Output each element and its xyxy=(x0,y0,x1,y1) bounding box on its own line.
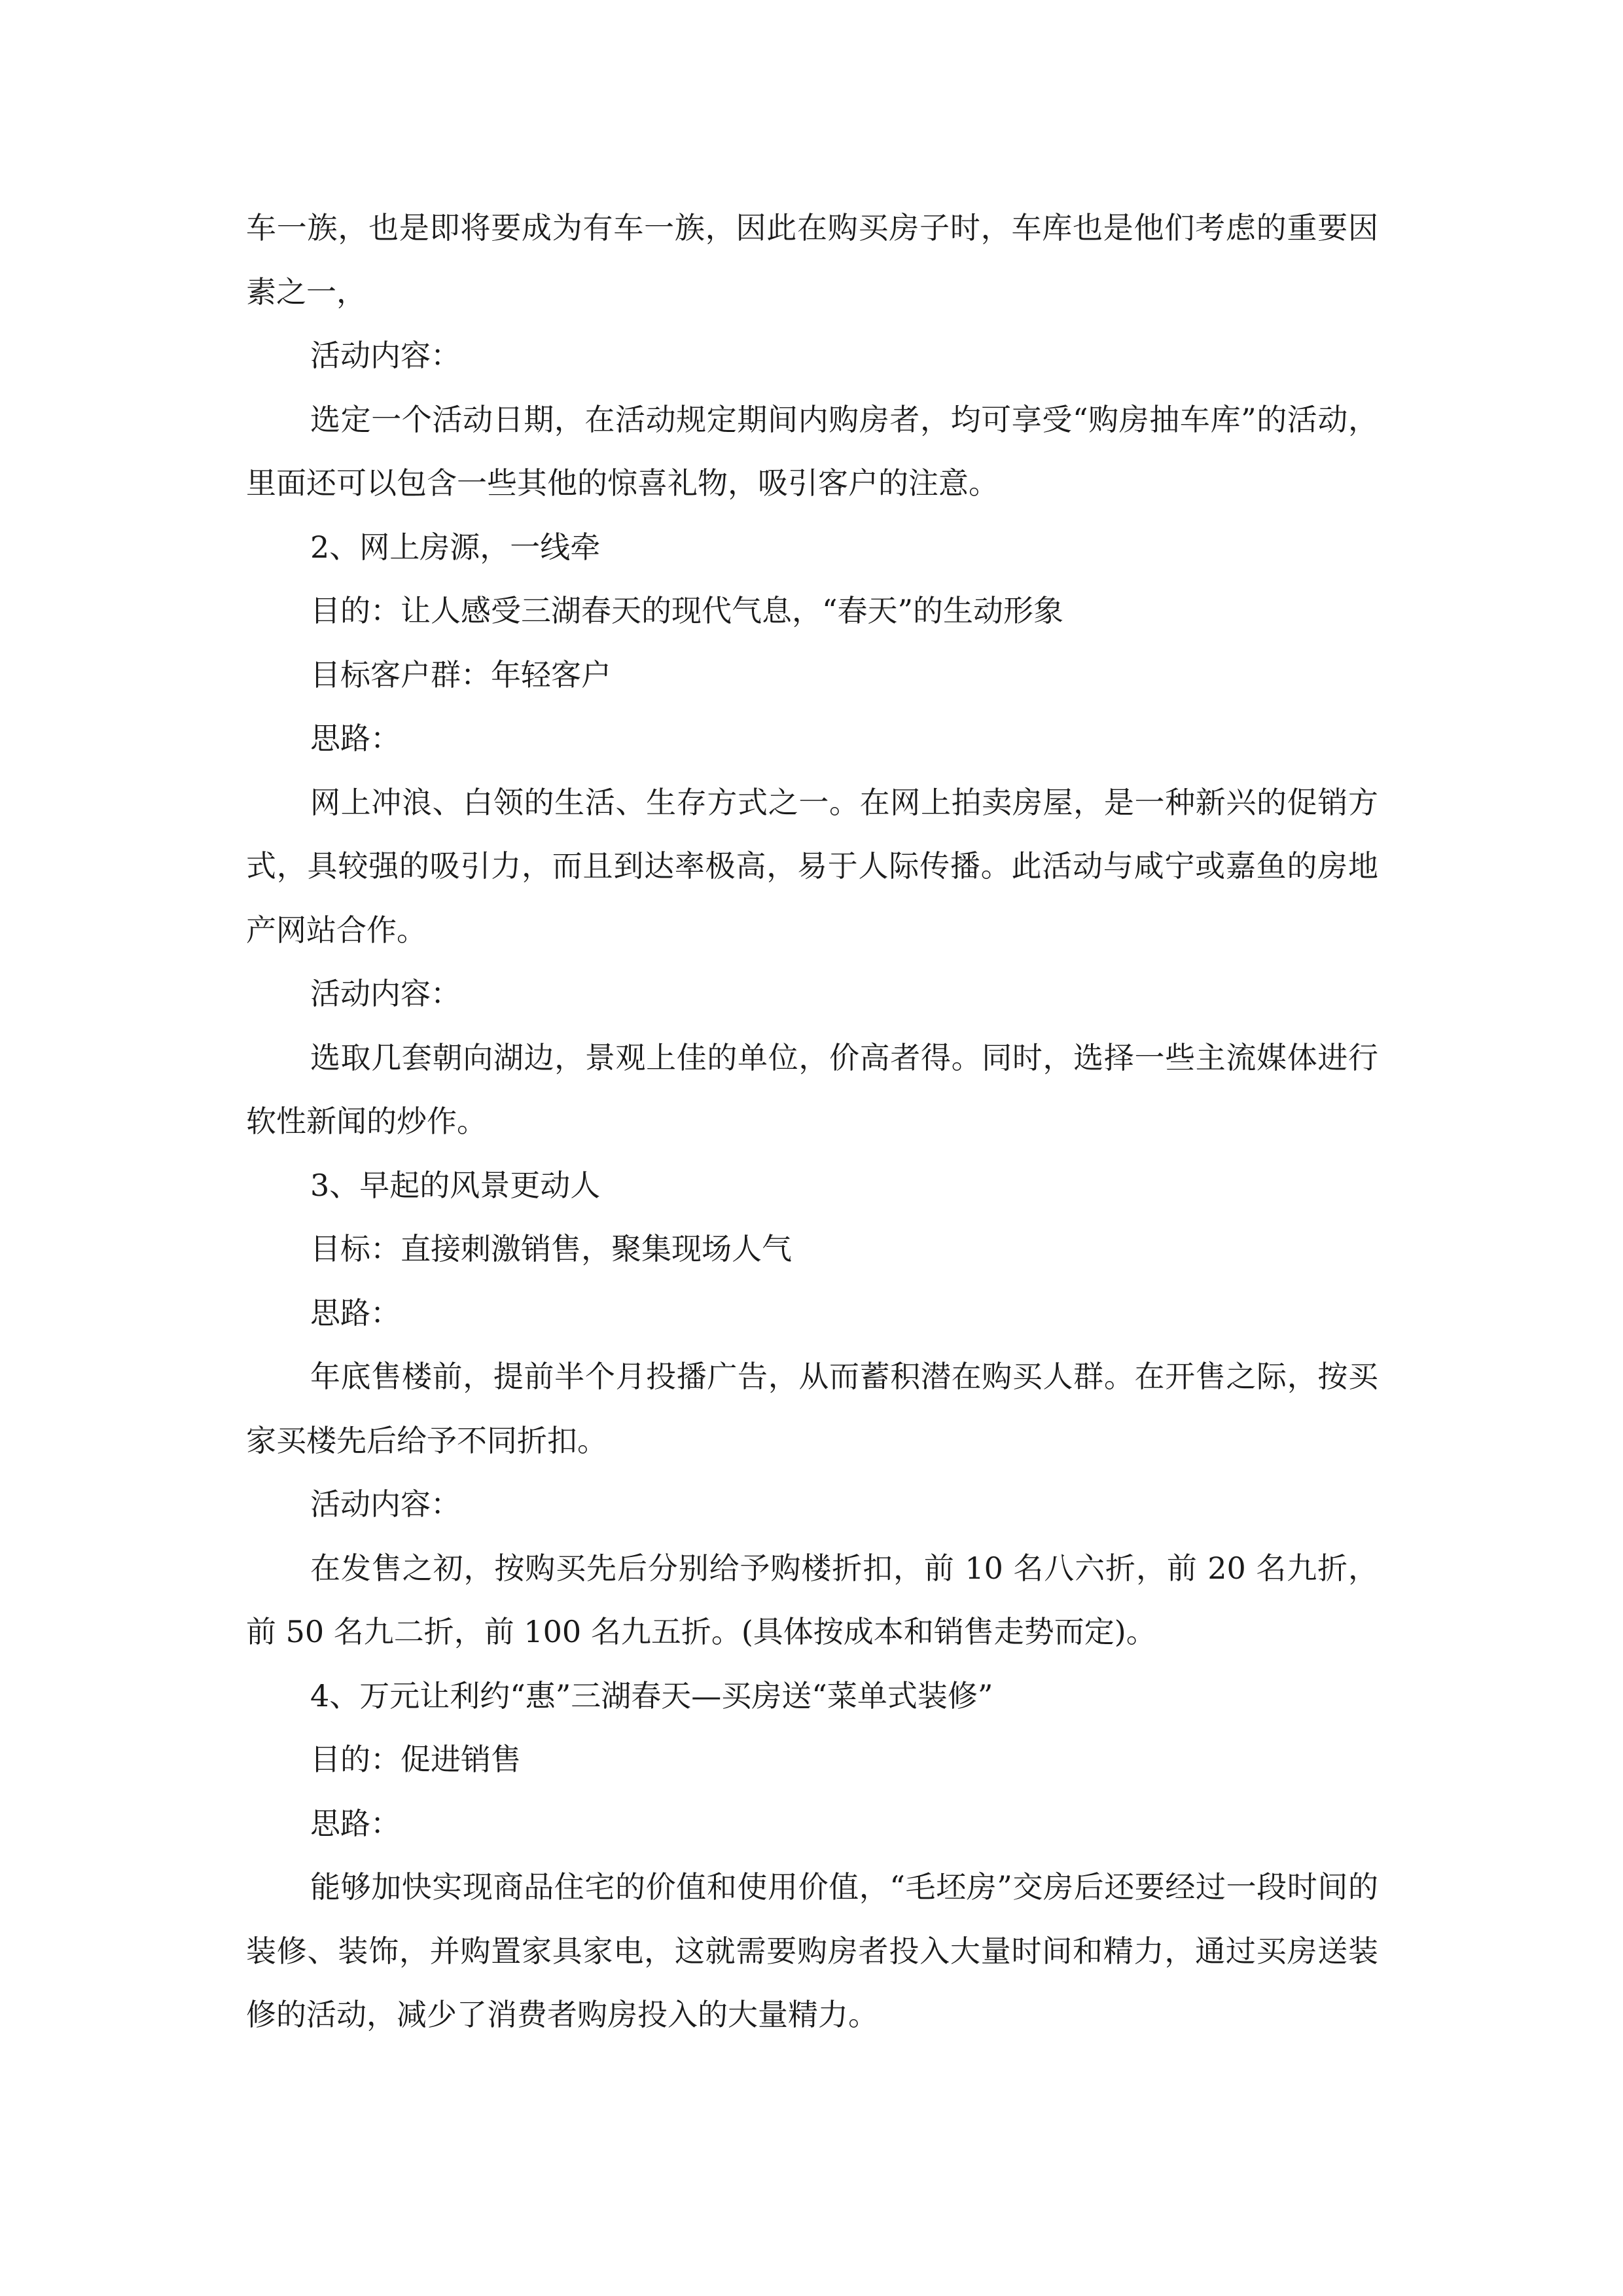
section-heading-3: 3、早起的风景更动人 xyxy=(310,1167,601,1203)
section-label-approach: 思路： xyxy=(310,721,401,756)
paragraph: 车一族，也是即将要成为有车一族，因此在购买房子时，车库也是他们考虑的重要因素之一， xyxy=(246,210,1378,310)
section-heading-4: 4、万元让利约“惠”三湖春天—买房送“菜单式装修” xyxy=(310,1677,993,1713)
section-label-target-customers: 目标客户群：年轻客户 xyxy=(310,656,611,692)
section-label-activity-content: 活动内容： xyxy=(310,338,461,373)
paragraph: 年底售楼前，提前半个月投播广告，从而蓄积潜在购买人群。在开售之际，按买家买楼先后给予不同折扣。 xyxy=(246,1359,1378,1458)
paragraph: 网上冲浪、白领的生活、生存方式之一。在网上拍卖房屋，是一种新兴的促销方式，具较强的吸引力，而且到达率极高，易于人际传播。此活动与咸宁或嘉鱼的房地产网站合作。 xyxy=(246,784,1378,948)
paragraph: 选取几套朝向湖边，景观上佳的单位，价高者得。同时，选择一些主流媒体进行软性新闻的炒作。 xyxy=(246,1039,1378,1139)
section-label-approach: 思路： xyxy=(310,1295,401,1331)
section-label-purpose: 目的：促进销售 xyxy=(310,1742,521,1777)
paragraph: 选定一个活动日期，在活动规定期间内购房者，均可享受“购房抽车库”的活动，里面还可以包含一些其他的惊喜礼物，吸引客户的注意。 xyxy=(246,401,1378,501)
document-body xyxy=(246,196,1378,2047)
section-label-activity-content: 活动内容： xyxy=(310,1486,461,1522)
section-heading-2: 2、网上房源，一线牵 xyxy=(310,529,601,565)
section-label-goal: 目标：直接刺激销售，聚集现场人气 xyxy=(310,1231,792,1266)
section-label-approach: 思路： xyxy=(310,1805,401,1841)
paragraph: 能够加快实现商品住宅的价值和使用价值，“毛坯房”交房后还要经过一段时间的装修、装饰，并购置家具家电，这就需要购房者投入大量时间和精力，通过买房送装修的活动，减少了消费者购房投入的大量精力。 xyxy=(246,1869,1378,2032)
paragraph: 在发售之初，按购买先后分别给予购楼折扣，前 10 名八六折，前 20 名九折，前 50 名九二折，前 100 名九五折。(具体按成本和销售走势而定)。 xyxy=(246,1550,1378,1649)
section-label-purpose: 目的：让人感受三湖春天的现代气息，“春天”的生动形象 xyxy=(310,593,1064,628)
section-label-activity-content: 活动内容： xyxy=(310,976,461,1011)
